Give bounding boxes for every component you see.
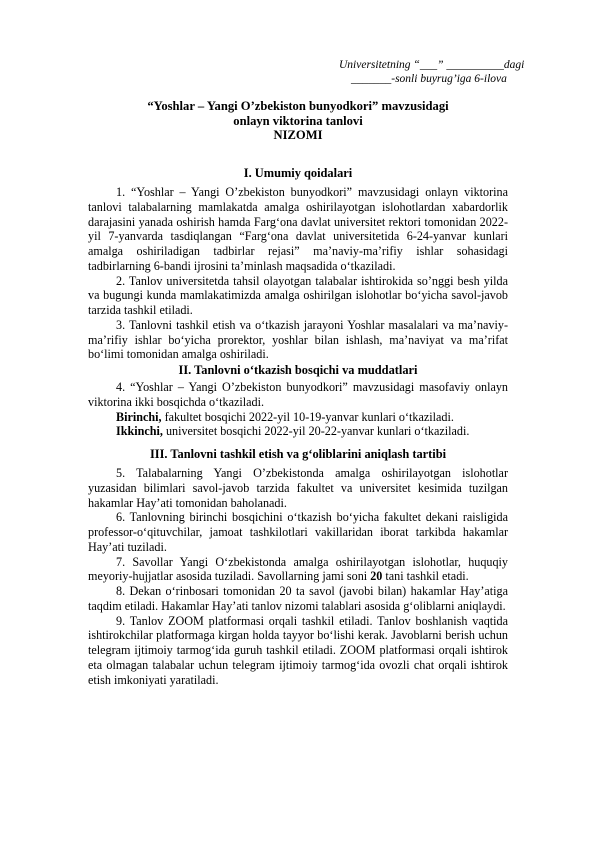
section-1-heading: I. Umumiy qoidalari bbox=[243, 166, 353, 180]
document-body bbox=[88, 166, 508, 687]
question-count: 20 bbox=[370, 569, 383, 584]
stage-first-label: Birinchi, bbox=[116, 409, 162, 424]
stage-first bbox=[88, 410, 508, 425]
paragraph-9: 9. Tanlov ZOOM platformasi orqali tashkil etiladi. Tanlov boshlanish vaqtida ishtirokchilar platformaga kirgan holda tayyor bo‘lishi kerak. Javoblarni berish uchun telegram ijtimoiy tarmog‘ida guruh tashkil etiladi. ZOOM platformasi orqali ishtirok eta olmagan talabalar uchun telegram ijtimoiy tarmog‘ida ovozli chat orqali ishtirok etish imkoniyati yaratiladi. bbox=[88, 613, 508, 687]
title-line-3: NIZOMI bbox=[273, 128, 323, 142]
paragraph-1: 1. “Yoshlar – Yangi O’zbekiston bunyodkori” mavzusidagi onlayn viktorina tanlovi talabalarning mamlakatda amalga oshirilayotgan islohotlardan xabardorlik darajasini yanada oshirish hamda Farg‘ona davlat universitet rektori tomonidan 2022-yil 7-yanvarda tasdiqlangan “Farg‘ona davlat universitetida 6-24-yanvar kunlari amalga oshiriladigan tadbirlar rejasi” ma’naviy-ma’rifiy ishlar sohasidagi tadbirlarning 6-bandi ijrosini ta’minlash maqsadida o‘tkaziladi. bbox=[88, 185, 508, 273]
title-line-1: “Yoshlar – Yangi O’zbekiston bunyodkori” mavzusidagi bbox=[147, 99, 449, 113]
section-2-heading: II. Tanlovni o‘tkazish bosqichi va muddatlari bbox=[178, 363, 418, 377]
stage-second-text: universitet bosqichi 2022-yil 20-22-yanvar kunlari o‘tkaziladi. bbox=[162, 424, 470, 439]
paragraph-6: 6. Tanlovning birinchi bosqichini o‘tkazish bo‘yicha fakultet dekani raisligida professor-o‘qituvchilar, jamoat tashkilotlari vakillaridan iborat tarkibda hakamlar Hay’ati tuziladi. bbox=[88, 510, 508, 554]
paragraph-4: 4. “Yoshlar – Yangi O’zbekiston bunyodkori” mavzusidagi masofaviy onlayn viktorina ikki bosqichda o‘tkaziladi. bbox=[88, 380, 508, 409]
stage-second-label: Ikkinchi, bbox=[116, 424, 163, 439]
paragraph-7-start: 7. Savollar Yangi O‘zbekistonda amalga oshirilayotgan islohotlar, huquqiy meyoriy-hujjatlar asosida tuziladi. Savollarning jami soni bbox=[88, 554, 508, 584]
section-3-heading: III. Tanlovni tashkil etish va g‘oliblarini aniqlash tartibi bbox=[149, 447, 447, 461]
stage-second bbox=[88, 424, 508, 439]
paragraph-2: 2. Tanlov universitetda tahsil olayotgan talabalar ishtirokida so’nggi besh yilda va bugungi kunda mamlakatimizda amalga oshirilgan islohotlar bo‘yicha savol-javob tarzida tashkil etiladi. bbox=[88, 273, 508, 317]
paragraph-8: 8. Dekan o‘rinbosari tomonidan 20 ta savol (javobi bilan) hakamlar Hay’atiga taqdim etiladi. Hakamlar Hay’ati tanlov nizomi talablari asosida g‘oliblarni aniqlaydi. bbox=[88, 584, 508, 613]
paragraph-5: 5. Talabalarning Yangi O’zbekistonda amalga oshirilayotgan islohotlar yuzasidan bilimlari savol-javob tarzida fakultet va universitet kesimida tuzilgan hakamlar Hay’ati tomonidan baholanadi. bbox=[88, 466, 508, 510]
stage-first-text: fakultet bosqichi 2022-yil 10-19-yanvar kunlari o‘tkaziladi. bbox=[161, 409, 454, 424]
paragraph-7 bbox=[88, 555, 508, 585]
document-title bbox=[88, 99, 508, 143]
annex-line-1: Universitetning “___” __________dagi bbox=[339, 59, 525, 71]
title-line-2: onlayn viktorina tanlovi bbox=[233, 113, 363, 128]
paragraph-3: 3. Tanlovni tashkil etish va o‘tkazish jarayoni Yoshlar masalalari va ma’naviy-ma’rifiy ishlar bo‘yicha prorektor, yoshlar bilan ishlash, ma’naviyat va ma’rifat bo‘limi tomonidan amalga oshiriladi. bbox=[88, 317, 508, 362]
paragraph-7-end: tani tashkil etadi. bbox=[382, 569, 469, 584]
annex-line-2: _______-sonli buyrug’iga 6-ilova bbox=[351, 73, 507, 85]
